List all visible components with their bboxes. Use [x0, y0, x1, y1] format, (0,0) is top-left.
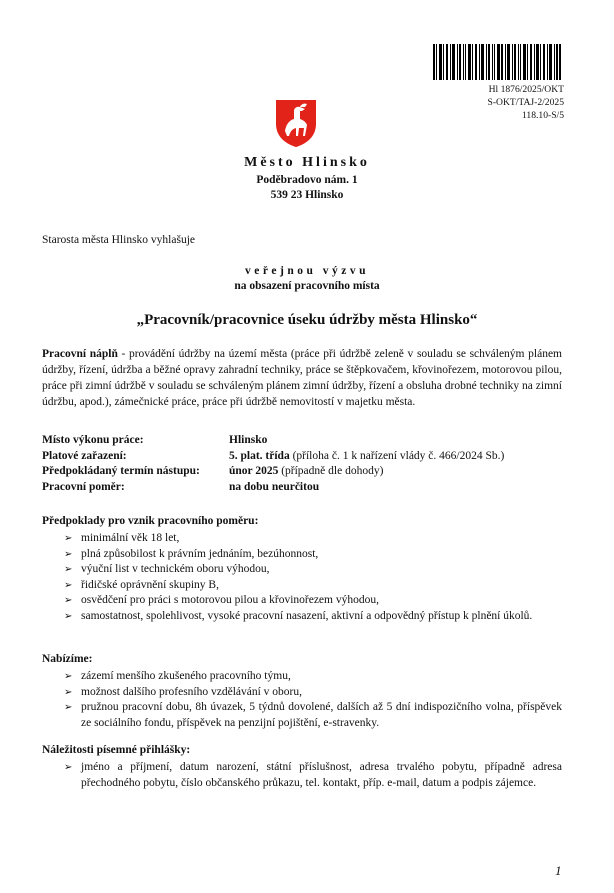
fact-label: Předpokládaný termín nástupu: [42, 465, 200, 477]
list-item-text: pružnou pracovní dobu, 8h úvazek, 5 týdnů dovolené, dalších až 5 dní indispozičního volna, příspěvek ze sociálního fondu, příspěvek na penzijní pojištění, e-stravenky. [81, 701, 562, 729]
fact-value [229, 464, 383, 480]
list-item-text: jméno a příjmení, datum narození, státní příslušnost, adresa trvalého pobytu, případně adresa přechodného pobytu, číslo občanského průkazu, tel. kontakt, příp. e-mail, datum a podpis zájemce. [81, 761, 562, 789]
list-item [64, 760, 562, 791]
list-item-text: zázemí menšího zkušeného pracovního týmu, [81, 670, 291, 682]
list-item [64, 609, 562, 625]
job-facts [42, 433, 504, 495]
list-item-text: možnost dalšího profesního vzdělávání v oboru, [81, 685, 303, 698]
arrow-bullet-icon: ➢ [64, 595, 73, 606]
list-item [64, 669, 562, 685]
reference-line: Hl 1876/2025/OKT [488, 84, 564, 95]
list-item [64, 531, 562, 547]
town-city: 539 23 Hlinsko [270, 189, 344, 201]
call-subheading: na obsazení pracovního místa [234, 280, 380, 292]
fact-label: Pracovní poměr: [42, 480, 125, 493]
fact-value-bold: únor 2025 [229, 465, 279, 477]
application-list [64, 760, 562, 791]
reference-numbers [487, 83, 564, 122]
offer-list [64, 669, 562, 731]
list-item-text: samostatnost, spolehlivost, vysoké pracovní nasazení, aktivní a odpovědný přístup k plnění úkolů. [81, 609, 533, 622]
list-item [64, 685, 562, 701]
fact-value [229, 433, 267, 449]
fact-value [229, 480, 319, 496]
fact-row [42, 464, 504, 480]
requirements-list [64, 531, 562, 624]
fact-value-bold: na dobu neurčitou [229, 480, 320, 493]
fact-value-bold: 5. plat. třída [229, 449, 290, 462]
fact-row [42, 480, 504, 496]
coat-of-arms-icon [274, 98, 318, 148]
page-number: 1 [555, 863, 562, 878]
arrow-bullet-icon: ➢ [64, 564, 73, 575]
arrow-bullet-icon: ➢ [64, 610, 73, 622]
arrow-bullet-icon: ➢ [64, 686, 73, 698]
fact-label: Místo výkonu práce: [42, 434, 144, 446]
list-item [64, 578, 562, 594]
offer-title: Nabízíme: [42, 653, 93, 665]
list-item-text: řidičské oprávnění skupiny B, [81, 578, 219, 591]
list-item [64, 562, 562, 578]
reference-line: S-OKT/TAJ-2/2025 [487, 97, 564, 108]
intro-text: Starosta města Hlinsko vyhlašuje [42, 234, 195, 246]
fact-value-bold: Hlinsko [229, 434, 268, 446]
application-title: Náležitosti písemné přihlášky: [42, 744, 191, 756]
job-duties [42, 346, 562, 410]
job-duties-text: - provádění údržby na území města (práce při údržbě zeleně v souladu se schváleným plánem údržby, řízení, údržba a běžné opravy zahradní techniky, práce se štěpkovačem, křovinořezem, motorovou pilou, práce při zimní údržbě v souladu se schváleným plánem zimní údržby, řízení a obsluha drobné techniky na zimní údržbu, apod.), zámečnické práce, práce při údržbě nemovitostí v majetku města. [42, 348, 562, 408]
list-item-text: osvědčení pro práci s motorovou pilou a křovinořezem výhodou, [81, 594, 379, 606]
list-item-text: minimální věk 18 let, [81, 532, 180, 544]
reference-line: 118.10-S/5 [521, 110, 564, 121]
arrow-bullet-icon: ➢ [64, 671, 73, 682]
fact-row [42, 449, 504, 465]
job-title: „Pracovník/pracovnice úseku údržby města Hlinsko“ [136, 312, 478, 328]
arrow-bullet-icon: ➢ [64, 548, 73, 560]
call-heading: veřejnou výzvu [244, 265, 370, 277]
arrow-bullet-icon: ➢ [64, 762, 73, 773]
town-name: Město Hlinsko [244, 155, 370, 170]
list-item [64, 593, 562, 609]
fact-row [42, 433, 504, 449]
arrow-bullet-icon: ➢ [64, 533, 73, 544]
list-item [64, 547, 562, 563]
job-duties-label: Pracovní náplň [42, 348, 118, 360]
list-item [64, 700, 562, 731]
fact-label: Platové zařazení: [42, 449, 127, 462]
fact-value [229, 449, 504, 465]
requirements-title: Předpoklady pro vznik pracovního poměru: [42, 515, 259, 527]
arrow-bullet-icon: ➢ [64, 579, 73, 591]
list-item-text: plná způsobilost k právním jednáním, bezúhonnost, [81, 547, 319, 560]
fact-value-rest: (příloha č. 1 k nařízení vlády č. 466/2024 Sb.) [289, 449, 505, 462]
arrow-bullet-icon: ➢ [64, 702, 73, 713]
fact-value-rest: (případně dle dohody) [278, 465, 384, 477]
barcode [433, 44, 561, 80]
town-street: Poděbradovo nám. 1 [256, 174, 358, 186]
list-item-text: výuční list v technickém oboru výhodou, [81, 563, 270, 575]
